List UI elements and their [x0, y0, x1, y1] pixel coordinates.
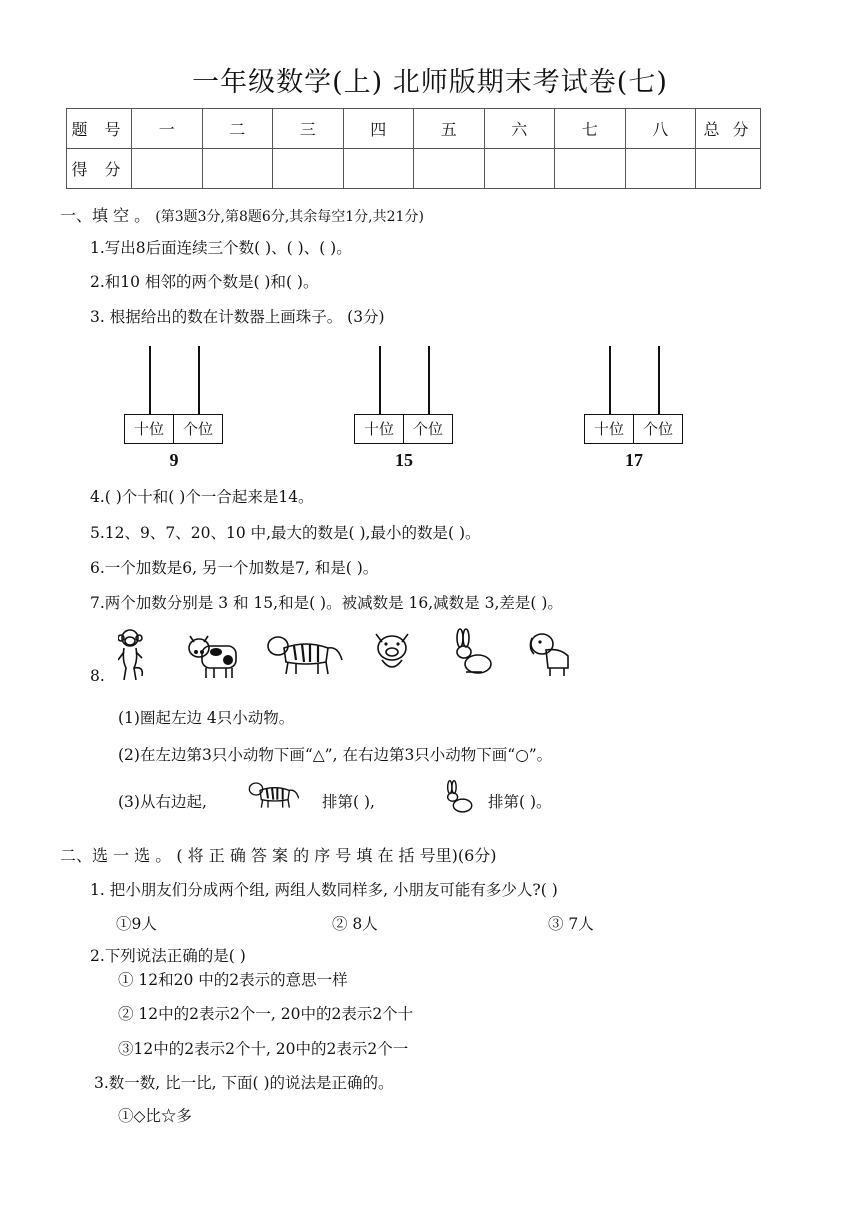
score-table — [66, 108, 761, 189]
abacus-plate — [354, 414, 453, 444]
score-cell[interactable] — [132, 149, 203, 189]
col-5: 五 — [414, 109, 485, 149]
option-2-1-a[interactable]: ①9人 — [116, 915, 157, 933]
option-2-2-a[interactable]: ① 12和20 中的2表示的意思一样 — [118, 971, 348, 989]
tens-label: 十位 — [133, 420, 164, 438]
option-2-2-c[interactable]: ③12中的2表示2个十, 20中的2表示2个一 — [118, 1040, 409, 1058]
question-1-6: 6.一个加数是6, 另一个加数是7, 和是( )。 — [90, 559, 379, 577]
question-1-1: 1.写出8后面连续三个数( )、( )、( )。 — [90, 239, 352, 257]
question-2-3: 3.数一数, 比一比, 下面( )的说法是正确的。 — [94, 1074, 394, 1092]
score-table-header-row — [67, 109, 761, 149]
question-1-7: 7.两个加数分别是 3 和 15,和是( )。被减数是 16,减数是 3,差是( )。 — [90, 594, 563, 612]
abacus-number: 15 — [395, 450, 413, 470]
abacus-number: 9 — [169, 450, 179, 470]
question-1-8-number: 8. — [90, 667, 105, 685]
section1-note: (第3题3分,第8题6分,其余每空1分,共21分) — [155, 209, 424, 225]
abacus-rod-ones — [428, 346, 430, 414]
score-cell[interactable] — [555, 149, 626, 189]
abacus-17[interactable] — [584, 346, 684, 476]
tens-label: 十位 — [363, 420, 394, 438]
question-2-2: 2.下列说法正确的是( ) — [90, 947, 246, 965]
abacus-rod-ones — [198, 346, 200, 414]
col-3: 三 — [273, 109, 344, 149]
option-2-1-b[interactable]: ② 8人 — [332, 915, 378, 933]
dog-icon[interactable] — [528, 630, 574, 678]
score-cell[interactable] — [696, 149, 761, 189]
abacus-9[interactable] — [124, 346, 224, 476]
question-1-8-3-tiger-blank: 排第( ), — [322, 793, 375, 811]
option-2-2-b[interactable]: ② 12中的2表示2个一, 20中的2表示2个十 — [118, 1005, 414, 1023]
score-cell[interactable] — [414, 149, 485, 189]
rabbit-icon[interactable] — [452, 628, 494, 676]
col-2: 二 — [202, 109, 273, 149]
score-cell[interactable] — [484, 149, 555, 189]
section1-title: 一、填 空 。 — [60, 206, 151, 225]
col-6: 六 — [484, 109, 555, 149]
abacus-plate — [124, 414, 223, 444]
score-cell[interactable] — [273, 149, 344, 189]
question-1-5: 5.12、9、7、20、10 中,最大的数是( ),最小的数是( )。 — [90, 524, 481, 542]
score-cell[interactable] — [625, 149, 696, 189]
option-2-3-a[interactable]: ①◇比☆多 — [118, 1107, 192, 1125]
tens-label: 十位 — [593, 420, 624, 438]
abacus-rod-ones — [658, 346, 660, 414]
section2-heading: 二、选 一 选 。 ( 将 正 确 答 案 的 序 号 填 在 括 号里)(6分) — [60, 846, 497, 865]
tiger-icon — [248, 780, 300, 810]
option-2-1-c[interactable]: ③ 7人 — [548, 915, 594, 933]
abacus-15[interactable] — [354, 346, 454, 476]
question-1-4: 4.( )个十和( )个一合起来是14。 — [90, 488, 314, 506]
question-1-8-1: (1)圈起左边 4只小动物。 — [118, 709, 295, 727]
question-1-3: 3. 根据给出的数在计数器上画珠子。 (3分) — [90, 308, 385, 326]
monkey-icon[interactable] — [118, 628, 146, 682]
col-1: 一 — [132, 109, 203, 149]
ones-label: 个位 — [633, 415, 682, 443]
section1-heading — [60, 203, 424, 226]
ones-label: 个位 — [403, 415, 452, 443]
score-cell[interactable] — [343, 149, 414, 189]
abacus-rod-tens — [149, 346, 151, 414]
col-4: 四 — [343, 109, 414, 149]
col-total: 总 分 — [696, 109, 761, 149]
score-table-score-row — [67, 149, 761, 189]
tiger-icon[interactable] — [266, 634, 344, 676]
cow-icon[interactable] — [184, 632, 238, 680]
rabbit-icon — [444, 780, 474, 814]
question-1-8-2: (2)在左边第3只小动物下画“△”, 在右边第3只小动物下画“○”。 — [118, 746, 553, 764]
page-title: 一年级数学(上) 北师版期末考试卷(七) — [192, 67, 668, 98]
abacus-plate — [584, 414, 683, 444]
row-label-question: 题 号 — [67, 109, 132, 149]
abacus-rod-tens — [379, 346, 381, 414]
question-1-2: 2.和10 相邻的两个数是( )和( )。 — [90, 273, 319, 291]
question-1-8-3-prefix: (3)从右边起, — [118, 793, 207, 811]
ones-label: 个位 — [173, 415, 222, 443]
col-8: 八 — [625, 109, 696, 149]
question-2-1: 1. 把小朋友们分成两个组, 两组人数同样多, 小朋友可能有多少人?( ) — [90, 881, 558, 899]
question-1-8-3-rabbit-blank: 排第( )。 — [488, 793, 552, 811]
abacus-number: 17 — [625, 450, 643, 470]
abacus-rod-tens — [609, 346, 611, 414]
pig-icon[interactable] — [372, 630, 412, 672]
col-7: 七 — [555, 109, 626, 149]
row-label-score: 得 分 — [67, 149, 132, 189]
score-cell[interactable] — [202, 149, 273, 189]
